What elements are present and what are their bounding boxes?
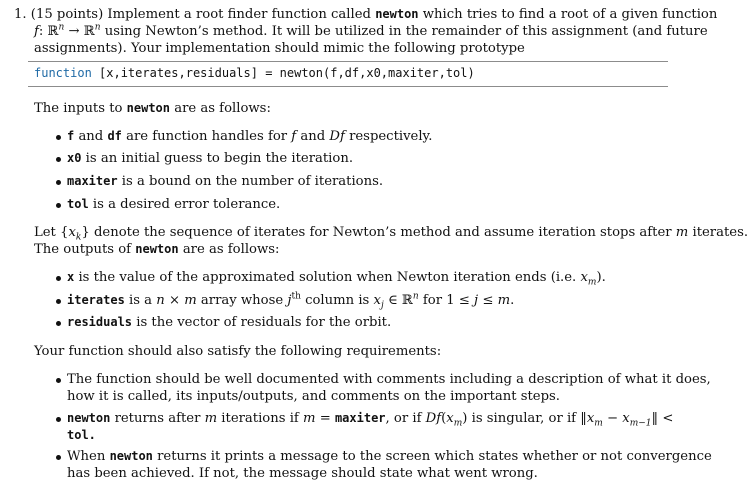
problem-number: 1. bbox=[14, 7, 27, 22]
requirement-1-line-2: how it is called, its inputs/outputs, and comments on the important steps. bbox=[67, 389, 560, 404]
outputs-heading: The outputs of newton are as follows: bbox=[34, 242, 280, 257]
bullet bbox=[56, 321, 61, 326]
bullet bbox=[56, 135, 61, 140]
prototype-bottom-rule bbox=[28, 86, 668, 87]
input-item-x0: x0 is an initial guess to begin the iteration. bbox=[67, 151, 354, 166]
bullet bbox=[56, 180, 61, 185]
output-item-iterates: iterates is a n × m array whose $j^{th}$ column is $x_j$ ∈ ℝ$^n$ for 1 ≤ j ≤ m. bbox=[67, 291, 515, 311]
requirement-3-line-2: has been achieved. If not, the message should state what went wrong. bbox=[67, 466, 538, 481]
requirement-3-line-1: When newton returns it prints a message to the screen which states whether or not convergence bbox=[67, 449, 712, 464]
problem-points: (15 points) bbox=[30, 7, 104, 22]
inputs-heading: The inputs to newton are as follows: bbox=[34, 101, 271, 116]
bullet bbox=[56, 276, 61, 281]
bullet bbox=[56, 455, 61, 460]
output-item-x: x is the value of the approximated solution when Newton iteration ends (i.e. $x_m$). bbox=[67, 270, 606, 288]
bullet bbox=[56, 417, 61, 422]
requirement-1-line-1: The function should be well documented with comments including a description of what it does, bbox=[67, 372, 711, 387]
requirement-2-line-1: newton returns after m iterations if m = maxiter, or if $Df(x_m)$ is singular, or if $‖x_m$ − $x_{m-1}‖$ < bbox=[67, 411, 674, 429]
bullet bbox=[56, 299, 61, 304]
prototype-signature: [x,iterates,residuals] = newton(f,df,x0,maxiter,tol) bbox=[99, 66, 475, 80]
requirements-heading: Your function should also satisfy the following requirements: bbox=[34, 344, 442, 359]
input-item-maxiter: maxiter is a bound on the number of iterations. bbox=[67, 174, 384, 189]
outputs-paragraph-line-1: Let $\{x_k\}$ denote the sequence of iterates for Newton’s method and assume iteration stops after m iterates. bbox=[34, 225, 748, 243]
problem-line-3: assignments). Your implementation should mimic the following prototype bbox=[34, 41, 525, 56]
output-item-residuals: residuals is the vector of residuals for the orbit. bbox=[67, 315, 392, 330]
problem-line-2: f: ℝ$^n$ → ℝ$^n$ using Newton’s method. It will be utilized in the remainder of this assignment (and future bbox=[34, 22, 708, 39]
prototype-top-rule bbox=[28, 61, 668, 62]
prototype-code bbox=[34, 66, 475, 80]
bullet bbox=[56, 378, 61, 383]
problem-line-1: 1. (15 points) Implement a root finder function called newton which tries to find a root of a given function bbox=[14, 7, 718, 22]
input-item-f-df: f and df are function handles for f and Df respectively. bbox=[67, 129, 433, 144]
requirement-2-line-2: tol. bbox=[67, 428, 96, 442]
function-name: newton bbox=[375, 7, 419, 21]
input-item-tol: tol is a desired error tolerance. bbox=[67, 197, 281, 212]
bullet bbox=[56, 157, 61, 162]
bullet bbox=[56, 203, 61, 208]
prototype-keyword: function bbox=[34, 66, 92, 80]
